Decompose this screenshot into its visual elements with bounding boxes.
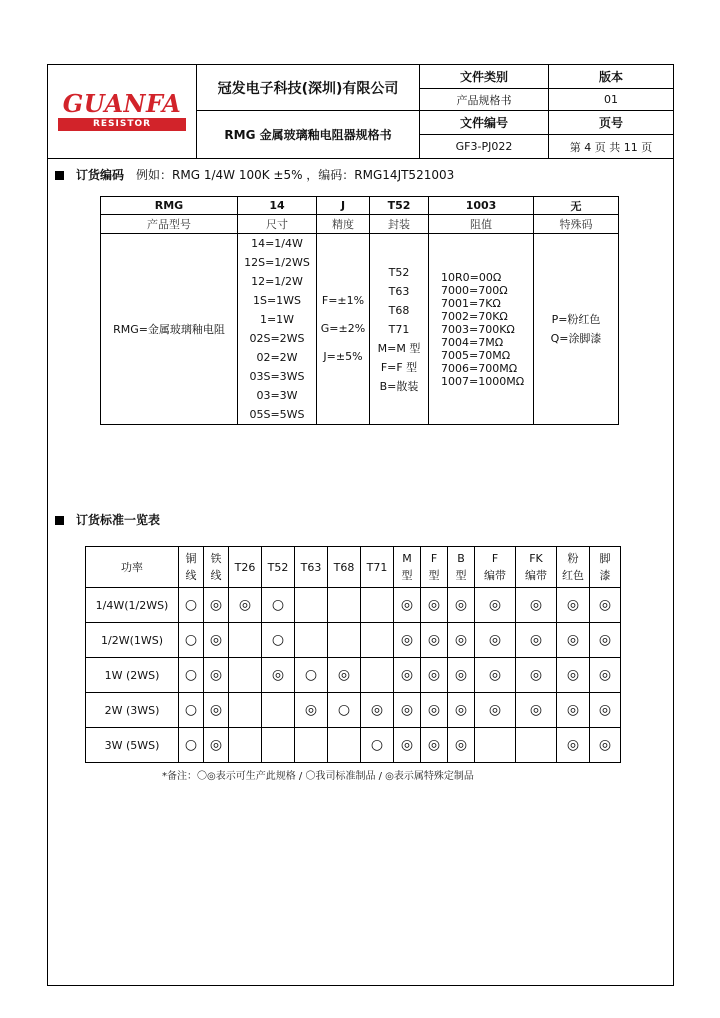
mark-cell: ◎ bbox=[421, 588, 448, 623]
column-header-line: T26 bbox=[234, 560, 256, 574]
document-title: RMG 金属玻璃釉电阻器规格书 bbox=[197, 111, 420, 159]
mark-cell: ◎ bbox=[590, 623, 621, 658]
model-cell: RMG=金属玻璃釉电阻 bbox=[101, 234, 238, 425]
doc-no-value: GF3-PJ022 bbox=[420, 135, 549, 159]
size-option: 03=3W bbox=[256, 389, 298, 402]
tolerance-option: J=±5% bbox=[323, 350, 363, 363]
mark-cell: ○ bbox=[179, 623, 204, 658]
power-cell: 1/2W(1WS) bbox=[86, 623, 179, 658]
mark-cell: ◎ bbox=[475, 693, 516, 728]
mark-cell: ○ bbox=[179, 588, 204, 623]
mark-cell: ◎ bbox=[590, 658, 621, 693]
special-cell bbox=[534, 234, 619, 425]
page-value: 第 4 页 共 11 页 bbox=[549, 135, 674, 159]
column-header-line: 线 bbox=[210, 569, 222, 582]
code-name-cell: 精度 bbox=[317, 215, 370, 234]
size-option: 1=1W bbox=[259, 313, 295, 326]
mark-cell: ○ bbox=[179, 728, 204, 763]
size-option: 02=2W bbox=[256, 351, 298, 364]
mark-cell bbox=[229, 623, 262, 658]
mark-cell bbox=[361, 623, 394, 658]
column-header-line: 型 bbox=[455, 569, 467, 582]
code-header-cell: T52 bbox=[370, 197, 429, 215]
package-option: F=F 型 bbox=[380, 360, 418, 374]
size-option: 12S=1/2WS bbox=[244, 256, 310, 269]
resistance-option: 7001=7KΩ bbox=[441, 296, 501, 310]
mark-cell: ◎ bbox=[295, 693, 328, 728]
order-code-example: 例如：RMG 1/4W 100K ±5% ，编码：RMG14JT521003 bbox=[136, 168, 455, 182]
order-code-title: 订货编码 bbox=[76, 168, 125, 182]
power-cell: 3W (5WS) bbox=[86, 728, 179, 763]
column-header-line: 红色 bbox=[562, 569, 584, 582]
mark-cell bbox=[516, 728, 557, 763]
mark-cell: ◎ bbox=[448, 623, 475, 658]
package-option: B=散装 bbox=[379, 379, 419, 393]
doc-no-label: 文件编号 bbox=[420, 111, 549, 135]
column-header-line: 脚 bbox=[599, 552, 611, 565]
mark-cell: ○ bbox=[179, 693, 204, 728]
mark-cell: ○ bbox=[361, 728, 394, 763]
mark-cell bbox=[262, 693, 295, 728]
document-header bbox=[47, 64, 674, 159]
mark-cell: ◎ bbox=[204, 588, 229, 623]
mark-cell bbox=[328, 728, 361, 763]
mark-cell: ○ bbox=[262, 623, 295, 658]
code-name-cell: 尺寸 bbox=[238, 215, 317, 234]
mark-cell: ◎ bbox=[394, 623, 421, 658]
mark-cell: ◎ bbox=[557, 623, 590, 658]
column-header-line: 编带 bbox=[525, 569, 547, 582]
mark-cell: ○ bbox=[262, 588, 295, 623]
mark-cell: ◎ bbox=[448, 658, 475, 693]
power-cell: 1W (2WS) bbox=[86, 658, 179, 693]
column-header bbox=[229, 547, 262, 588]
mark-cell: ◎ bbox=[590, 588, 621, 623]
logo-subtitle: RESISTOR bbox=[58, 118, 186, 131]
table-row bbox=[86, 588, 621, 623]
table-row bbox=[86, 693, 621, 728]
mark-cell: ◎ bbox=[448, 588, 475, 623]
mark-cell: ◎ bbox=[516, 693, 557, 728]
column-header-line: 功率 bbox=[121, 560, 143, 574]
column-header-line: 铜 bbox=[185, 552, 197, 565]
resistance-cell bbox=[429, 234, 534, 425]
column-header bbox=[590, 547, 621, 588]
code-header-cell: RMG bbox=[101, 197, 238, 215]
order-code-heading bbox=[55, 166, 454, 183]
package-option: T63 bbox=[388, 284, 410, 298]
mark-cell bbox=[361, 588, 394, 623]
code-name-cell: 特殊码 bbox=[534, 215, 619, 234]
package-option: T71 bbox=[388, 322, 410, 336]
standard-heading bbox=[55, 511, 172, 528]
mark-cell: ◎ bbox=[557, 658, 590, 693]
mark-cell: ○ bbox=[295, 658, 328, 693]
mark-cell bbox=[229, 658, 262, 693]
package-option: M=M 型 bbox=[377, 341, 421, 355]
resistance-option: 7006=700MΩ bbox=[441, 361, 518, 375]
power-cell: 1/4W(1/2WS) bbox=[86, 588, 179, 623]
table-row bbox=[86, 623, 621, 658]
mark-cell: ◎ bbox=[204, 728, 229, 763]
code-header-cell: J bbox=[317, 197, 370, 215]
mark-cell bbox=[328, 623, 361, 658]
resistance-option: 7005=70MΩ bbox=[441, 348, 511, 362]
column-header-line: T63 bbox=[300, 560, 322, 574]
size-option: 1S=1WS bbox=[252, 294, 302, 307]
column-header bbox=[328, 547, 361, 588]
mark-cell: ◎ bbox=[516, 658, 557, 693]
mark-cell: ◎ bbox=[557, 728, 590, 763]
mark-cell: ◎ bbox=[262, 658, 295, 693]
mark-cell: ◎ bbox=[448, 693, 475, 728]
column-header-line: FK bbox=[529, 552, 543, 565]
size-option: 12=1/2W bbox=[251, 275, 303, 288]
resistance-option: 7004=7MΩ bbox=[441, 335, 504, 349]
package-cell bbox=[370, 234, 429, 425]
mark-cell: ◎ bbox=[516, 588, 557, 623]
logo-wordmark: GUANFA bbox=[62, 89, 182, 118]
size-option: 05S=5WS bbox=[249, 408, 305, 421]
standard-title: 订货标准一览表 bbox=[76, 513, 161, 527]
mark-cell bbox=[361, 658, 394, 693]
column-header-line: F bbox=[430, 552, 438, 565]
logo bbox=[48, 65, 197, 159]
footnote: *备注：〇◎表示可生产此规格 / 〇我司标准制品 / ◎表示属特殊定制品 bbox=[162, 771, 474, 782]
code-header-cell: 无 bbox=[534, 197, 619, 215]
column-header-line: 型 bbox=[428, 569, 440, 582]
column-header bbox=[86, 547, 179, 588]
column-header bbox=[361, 547, 394, 588]
package-option: T52 bbox=[388, 265, 410, 279]
mark-cell: ◎ bbox=[394, 693, 421, 728]
size-option: 02S=2WS bbox=[249, 332, 305, 345]
mark-cell: ◎ bbox=[448, 728, 475, 763]
mark-cell: ◎ bbox=[204, 693, 229, 728]
mark-cell: ◎ bbox=[328, 658, 361, 693]
column-header-line: 型 bbox=[401, 569, 413, 582]
mark-cell: ◎ bbox=[516, 623, 557, 658]
code-header-cell: 1003 bbox=[429, 197, 534, 215]
resistance-option: 1007=1000MΩ bbox=[441, 374, 525, 388]
order-code-table bbox=[100, 196, 619, 425]
column-header-line: B bbox=[457, 552, 465, 565]
resistance-option: 7002=70KΩ bbox=[441, 309, 508, 323]
doc-type-value: 产品规格书 bbox=[420, 89, 549, 111]
power-cell: 2W (3WS) bbox=[86, 693, 179, 728]
version-label: 版本 bbox=[549, 65, 674, 89]
column-header bbox=[421, 547, 448, 588]
mark-cell: ◎ bbox=[394, 728, 421, 763]
code-name-cell: 产品型号 bbox=[101, 215, 238, 234]
column-header bbox=[179, 547, 204, 588]
mark-cell bbox=[229, 693, 262, 728]
code-name-cell: 阻值 bbox=[429, 215, 534, 234]
column-header bbox=[394, 547, 421, 588]
version-value: 01 bbox=[549, 89, 674, 111]
mark-cell: ◎ bbox=[394, 658, 421, 693]
resistance-option: 7000=700Ω bbox=[441, 283, 508, 297]
size-cell bbox=[238, 234, 317, 425]
mark-cell: ◎ bbox=[421, 658, 448, 693]
mark-cell: ◎ bbox=[204, 658, 229, 693]
size-option: 03S=3WS bbox=[249, 370, 305, 383]
mark-cell: ◎ bbox=[361, 693, 394, 728]
package-option: T68 bbox=[388, 303, 410, 317]
special-option: P=粉红色 bbox=[551, 313, 601, 326]
special-option: Q=涂脚漆 bbox=[550, 332, 602, 345]
tolerance-option: F=±1% bbox=[321, 294, 365, 307]
company-name: 冠发电子科技(深圳)有限公司 bbox=[197, 65, 420, 111]
mark-cell: ○ bbox=[328, 693, 361, 728]
mark-cell bbox=[295, 623, 328, 658]
page-label: 页号 bbox=[549, 111, 674, 135]
tolerance-option: G=±2% bbox=[320, 322, 366, 335]
column-header-line: 粉 bbox=[567, 552, 579, 565]
mark-cell: ○ bbox=[179, 658, 204, 693]
column-header-line: 漆 bbox=[599, 569, 611, 582]
column-header-line: T68 bbox=[333, 560, 355, 574]
mark-cell: ◎ bbox=[557, 693, 590, 728]
mark-cell: ◎ bbox=[475, 658, 516, 693]
mark-cell bbox=[475, 728, 516, 763]
mark-cell: ◎ bbox=[421, 623, 448, 658]
bullet-square-icon bbox=[55, 171, 64, 180]
column-header bbox=[295, 547, 328, 588]
column-header-line: T52 bbox=[267, 560, 289, 574]
column-header-line: 编带 bbox=[484, 569, 506, 582]
column-header-line: 线 bbox=[185, 569, 197, 582]
mark-cell: ◎ bbox=[421, 728, 448, 763]
resistance-option: 10R0=00Ω bbox=[441, 270, 502, 284]
column-header-line: 铁 bbox=[210, 552, 222, 565]
table-row bbox=[86, 728, 621, 763]
code-name-cell: 封装 bbox=[370, 215, 429, 234]
tolerance-cell bbox=[317, 234, 370, 425]
mark-cell bbox=[262, 728, 295, 763]
column-header bbox=[475, 547, 516, 588]
mark-cell bbox=[295, 588, 328, 623]
column-header-line: T71 bbox=[366, 560, 388, 574]
column-header-line: F bbox=[491, 552, 499, 565]
mark-cell: ◎ bbox=[421, 693, 448, 728]
code-header-cell: 14 bbox=[238, 197, 317, 215]
bullet-square-icon bbox=[55, 516, 64, 525]
doc-type-label: 文件类别 bbox=[420, 65, 549, 89]
column-header-line: M bbox=[402, 552, 412, 565]
mark-cell: ◎ bbox=[394, 588, 421, 623]
resistance-option: 7003=700KΩ bbox=[441, 322, 515, 336]
column-header bbox=[262, 547, 295, 588]
table-row bbox=[86, 658, 621, 693]
column-header bbox=[557, 547, 590, 588]
column-header bbox=[516, 547, 557, 588]
mark-cell: ◎ bbox=[557, 588, 590, 623]
mark-cell: ◎ bbox=[590, 693, 621, 728]
standard-table bbox=[85, 546, 621, 763]
mark-cell: ◎ bbox=[475, 588, 516, 623]
mark-cell bbox=[328, 588, 361, 623]
column-header bbox=[204, 547, 229, 588]
mark-cell bbox=[229, 728, 262, 763]
mark-cell: ◎ bbox=[229, 588, 262, 623]
mark-cell: ◎ bbox=[204, 623, 229, 658]
size-option: 14=1/4W bbox=[251, 237, 303, 250]
mark-cell bbox=[295, 728, 328, 763]
column-header bbox=[448, 547, 475, 588]
mark-cell: ◎ bbox=[590, 728, 621, 763]
mark-cell: ◎ bbox=[475, 623, 516, 658]
